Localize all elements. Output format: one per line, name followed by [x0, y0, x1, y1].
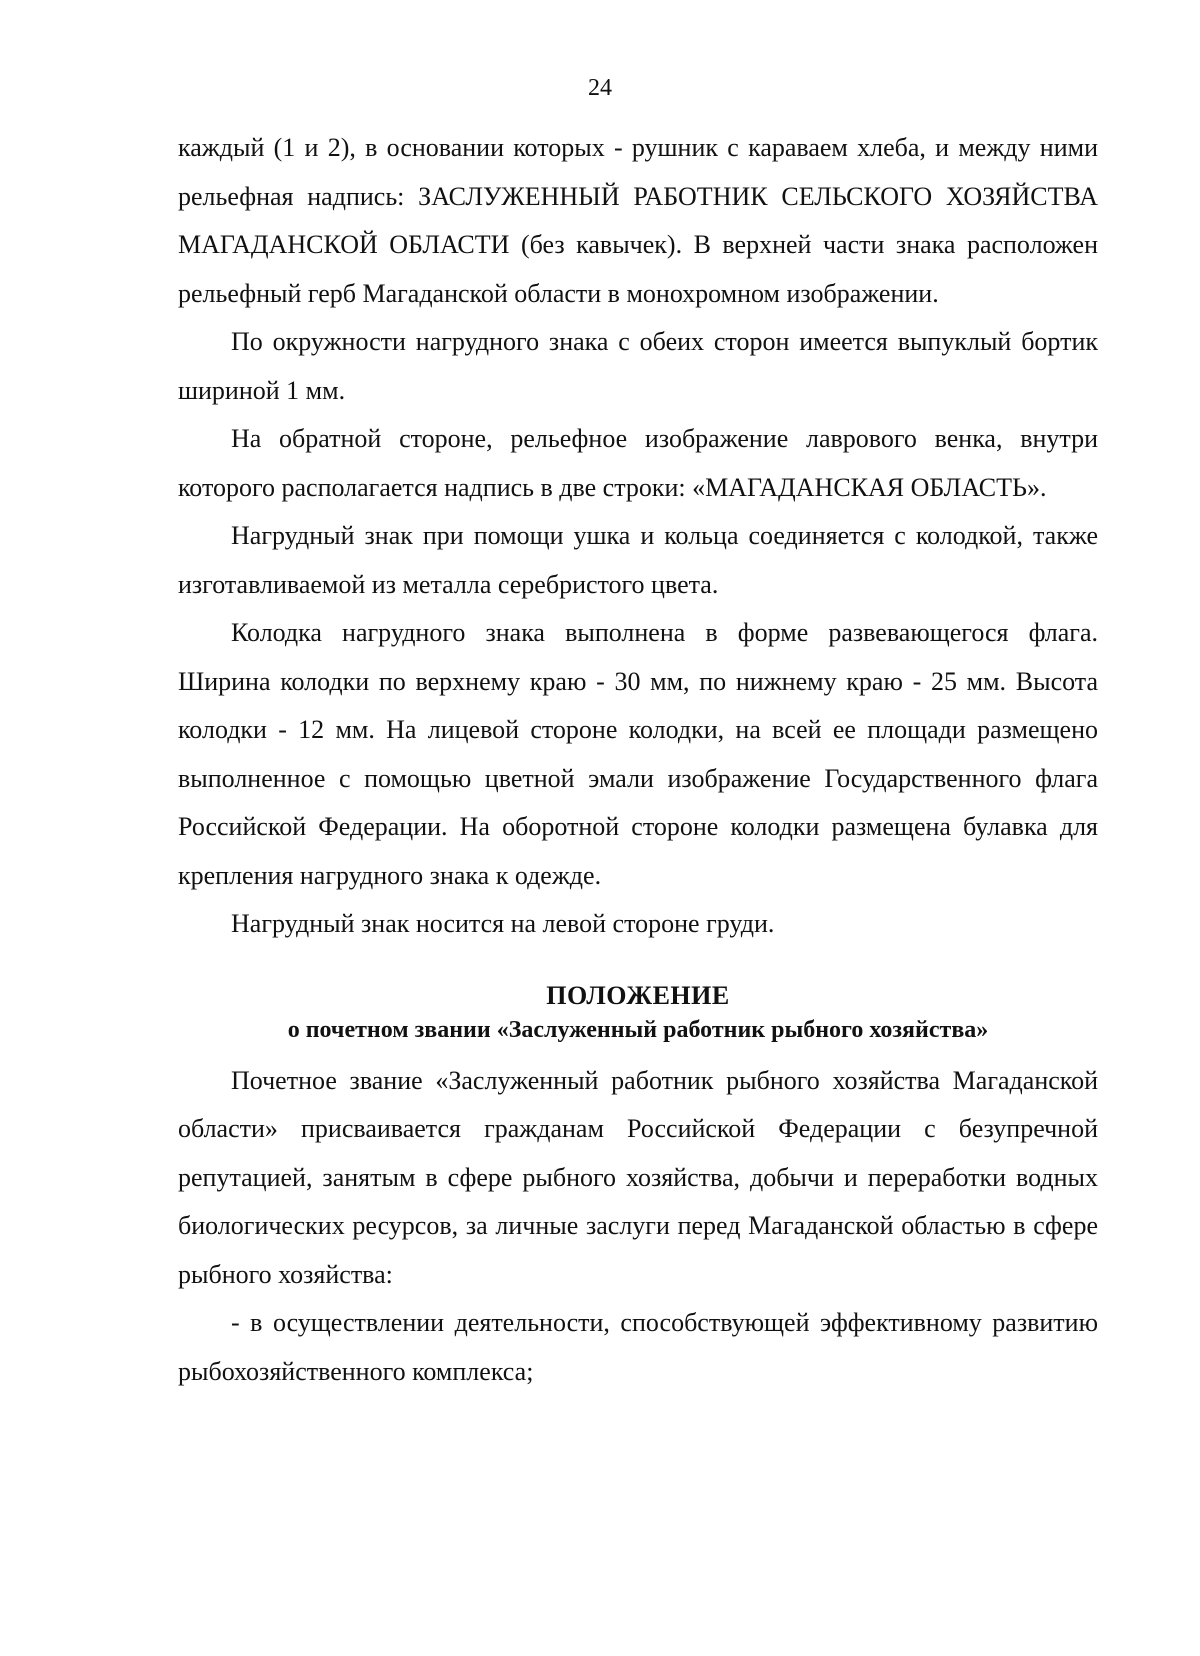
section-title: ПОЛОЖЕНИЕ [546, 980, 730, 1010]
section-subtitle: о почетном звании «Заслуженный работник рыбного хозяйства» [287, 1016, 989, 1043]
paragraph-ribbon-bar: Колодка нагрудного знака выполнена в форме развевающегося флага. Ширина колодки по верхнему краю - 30 мм, по нижнему краю - 25 мм. Высота колодки - 12 мм. На лицевой стороне колодки, на всей ее площади размещено выполненное с помощью цветной эмали изображение Государственного флага Российской Федерации. На оборотной стороне колодки размещена булавка для крепления нагрудного знака к одежде. [178, 618, 1098, 890]
paragraph-wearing: Нагрудный знак носится на левой стороне груди. [231, 909, 775, 938]
paragraph-badge-description: каждый (1 и 2), в основании которых - рушник с караваем хлеба, и между ними рельефная надпись: ЗАСЛУЖЕННЫЙ РАБОТНИК СЕЛЬСКОГО ХОЗЯЙСТВА МАГАДАНСКОЙ ОБЛАСТИ (без кавычек). В верхней части знака расположен рельефный герб Магаданской области в монохромном изображении. [178, 133, 1098, 308]
document-body [178, 124, 1098, 1396]
page-number: 24 [588, 75, 612, 101]
paragraph-badge-rim: По окружности нагрудного знака с обеих сторон имеется выпуклый бортик шириной 1 мм. [178, 327, 1098, 405]
section-heading [178, 979, 1098, 1047]
paragraph-badge-attachment: Нагрудный знак при помощи ушка и кольца соединяется с колодкой, также изготавливаемой из металла серебристого цвета. [178, 521, 1098, 599]
list-item-merit: - в осуществлении деятельности, способствующей эффективному развитию рыбохозяйственного комплекса; [178, 1308, 1098, 1386]
paragraph-title-conditions: Почетное звание «Заслуженный работник рыбного хозяйства Магаданской области» присваивается гражданам Российской Федерации с безупречной репутацией, занятым в сфере рыбного хозяйства, добычи и переработки водных биологических ресурсов, за личные заслуги перед Магаданской областью в сфере рыбного хозяйства: [178, 1065, 1098, 1289]
paragraph-badge-reverse: На обратной стороне, рельефное изображение лаврового венка, внутри которого располагается надпись в две строки: «МАГАДАНСКАЯ ОБЛАСТЬ». [178, 424, 1098, 502]
